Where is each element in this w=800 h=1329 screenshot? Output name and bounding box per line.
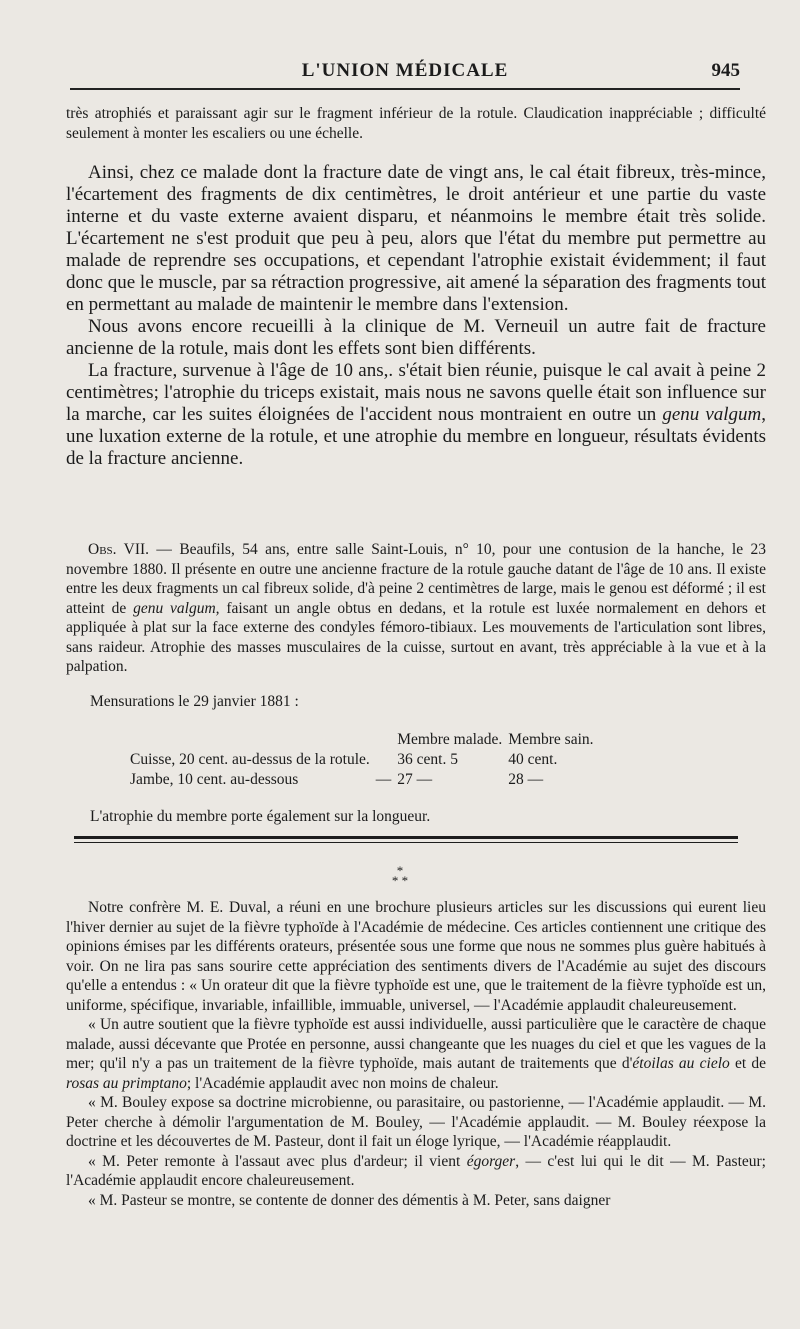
paragraph-3-end: , une luxation externe de la rotule, et une atrophie du membre en longueur, résultats évidents de la fracture ancienne.	[66, 404, 767, 469]
lower-p2-italic-1: étoilas au cielo	[632, 1055, 730, 1072]
paragraph-2: Nous avons encore recueilli à la clinique de M. Verneuil un autre fait de fracture ancienne de la rotule, mais dont les effets sont bien différents.	[66, 316, 766, 359]
lower-paragraph-5: « M. Pasteur se montre, se contente de donner des démentis à M. Peter, sans daigner	[88, 1191, 611, 1209]
paragraph-1: Ainsi, chez ce malade dont la fracture date de vingt ans, le cal était fibreux, très-mince, l'écartement des fragments de dix centimètres, le droit antérieur et une partie du vaste interne et du vaste externe avaient disparu, et néanmoins le membre était très solide. L'écartement ne s'est produit que peu à peu, alors que l'état du membre put permettre au malade de reprendre ses occupations, et cependant l'atrophie existait évidemment; il faut donc que le muscle, par sa rétraction progressive, ait amené la séparation des fragments tout en permettant au malade de maintenir le membre dans l'extension.	[66, 162, 766, 315]
lower-p2-end: ; l'Académie applaudit avec non moins de chaleur.	[186, 1074, 499, 1092]
top-paragraph: très atrophiés et paraissant agir sur le fragment inférieur de la rotule. Claudication inappréciable ; difficulté seulement à monter les escaliers ou une échelle.	[66, 105, 766, 142]
row-label: Cuisse, 20 cent. au-dessus de la rotule.	[130, 751, 370, 768]
section-rule-thin	[74, 842, 738, 843]
asterism: * * *	[391, 863, 409, 888]
lower-paragraph-2	[66, 1015, 766, 1093]
measurements-title: Mensurations le 29 janvier 1881 :	[90, 693, 299, 710]
observation-italic: genu valgum,	[133, 599, 220, 617]
observation-text-start: — Beaufils, 54 ans, entre salle Saint-Louis, n° 10, pour une contusion de la hanche, le 23 novembre 1880. Il présente en outre une ancienne fracture de la rotule gauche datant de l'âge de 10 ans. Il existe entre les deux fragments un cal fibreux solide, d'à peine 2 centimètres de large, mais le genou est déformé ; il est atteint de	[66, 541, 766, 617]
observation-paragraph	[66, 540, 766, 677]
table-row	[130, 750, 600, 770]
observation-text-end: faisant un angle obtus en dedans, et la rotule est luxée normalement en dehors et appliquée à plat sur la face externe des condyles fémoro-tibiaux. Les mouvements de l'articulation sont libres, sans raideur. Atrophie des masses musculaires de la cuisse, surtout en avant, très appréciable à la vue et à la palpation.	[66, 599, 766, 675]
lower-paragraph-4	[66, 1152, 766, 1191]
measurements-table	[130, 730, 600, 790]
paragraph-3-start: La fracture, survenue à l'âge de 10 ans,. s'était bien réunie, puisque le cal avait à peine 2 centimètres; l'atrophie du triceps existait, mais nous ne savons quelle était son influence sur la marche, car les suites éloignées de l'accident nous montraient en outre un	[66, 360, 766, 425]
column-header-malade: Membre malade.	[397, 731, 503, 748]
lower-p2-start: « Un autre soutient que la fièvre typhoïde est aussi individuelle, aussi particulière que le caractère de chaque malade, aussi décevante que Protée en personne, aussi changeante que les nuages du ciel et que les vagues de la mer; qu'il n'y a pas un traitement de la fièvre typhoïde, mais autant de traitements que d'	[66, 1016, 766, 1072]
lower-paragraph-1: Notre confrère M. E. Duval, a réuni en une brochure plusieurs articles sur les discussions qui eurent lieu l'hiver dernier au sujet de la fièvre typhoïde à l'Académie de médecine. Ces articles contiennent une critique des opinions émises par les différents orateurs, présentée sous une forme que nous ne sommes plus guère habitués à voir. On ne lira pas sans sourire cette appréciation des sentiments divers de l'Académie au sujet des discours qu'elle a entendus : « Un orateur dit que la fièvre typhoïde est une, que le traitement de la fièvre typhoïde est un, uniforme, spécifique, invariable, infaillible, immuable, universel, — l'Académie applaudit chaleureusement.	[66, 899, 766, 1014]
running-header	[70, 54, 740, 90]
lower-p2-mid: et de	[729, 1055, 766, 1072]
header-rule	[70, 88, 740, 90]
lower-p4-end: , — c'est lui qui le dit — M. Pasteur; l'Académie applaudit encore chaleureusement.	[66, 1152, 766, 1189]
asterism-separator	[0, 863, 800, 888]
journal-title: L'UNION MÉDICALE	[301, 60, 509, 81]
section-rule-thick	[74, 836, 738, 839]
table-row	[130, 770, 600, 790]
observation-block	[66, 540, 766, 677]
value-malade: 36 cent. 5	[397, 751, 458, 768]
row-label: Jambe, 10 cent. au-dessous	[130, 771, 299, 788]
column-header-sain: Membre sain.	[508, 731, 594, 748]
lower-p4-start: « M. Peter remonte à l'assaut avec plus d'ardeur; il vient	[88, 1152, 467, 1170]
lower-p2-italic-2: rosas au primptano	[66, 1074, 187, 1092]
value-sain: 40 cent.	[508, 751, 558, 768]
ditto-dash: —	[375, 771, 392, 788]
measurements-header-row	[130, 730, 600, 750]
page-number: 945	[711, 60, 740, 81]
observation-label: Obs. VII.	[88, 541, 150, 558]
paragraph-3-italic: genu valgum	[662, 404, 762, 425]
value-sain: 28 —	[508, 771, 544, 788]
lower-paragraph-3: « M. Bouley expose sa doctrine microbienne, ou parasitaire, ou pastorienne, — l'Académie applaudit. — M. Peter cherche à démolir l'argumentation de M. Bouley, — l'Académie applaudit. — M. Bouley réexpose la doctrine et les découvertes de M. Pasteur, dont il fait un éloge lyrique, — l'Académie réapplaudit.	[66, 1094, 766, 1150]
value-malade: 27 —	[397, 771, 433, 788]
paragraph-3	[66, 360, 766, 470]
measurements-conclusion: L'atrophie du membre porte également sur la longueur.	[90, 808, 431, 825]
main-text	[66, 162, 766, 470]
lower-section	[66, 898, 766, 1210]
continued-text	[66, 104, 766, 143]
lower-p4-italic: égorger	[466, 1152, 516, 1170]
